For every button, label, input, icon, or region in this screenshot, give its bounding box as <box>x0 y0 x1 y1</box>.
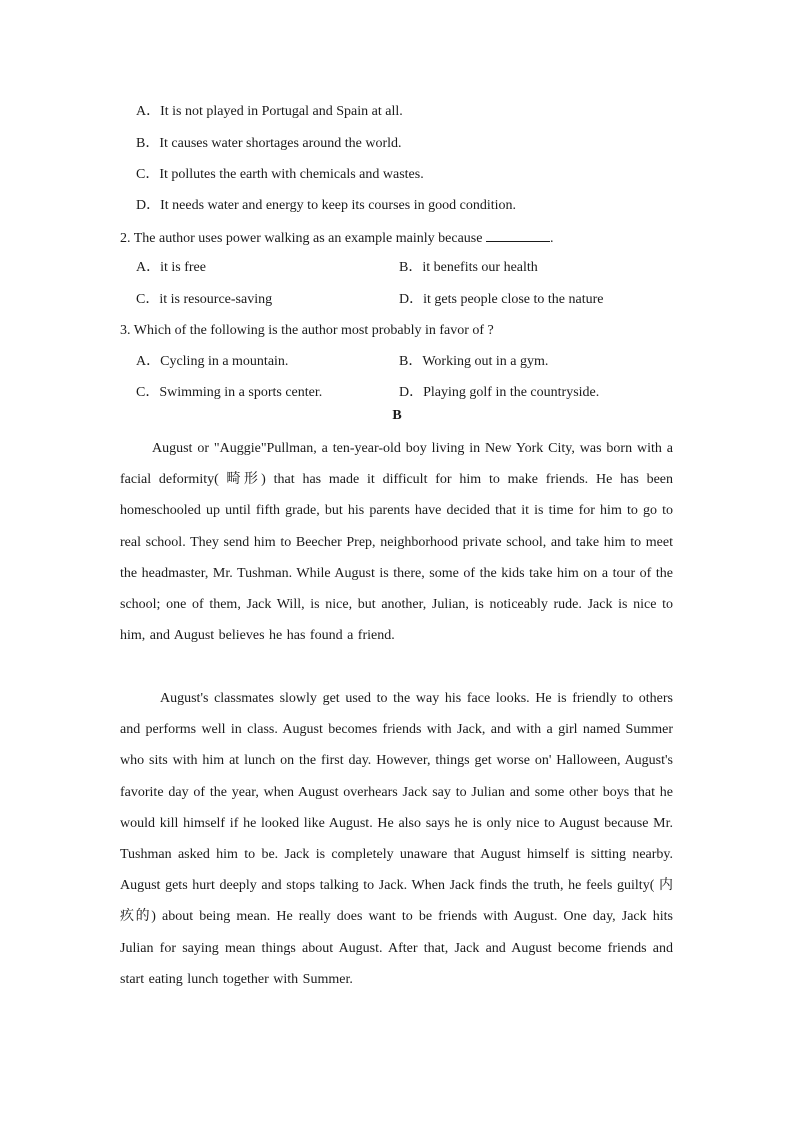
section-b-title: B <box>392 408 402 423</box>
question-2-stem: 2. The author uses power walking as an example mainly because <box>120 231 483 246</box>
q2-option-d: D．it gets people close to the nature <box>399 292 604 307</box>
answer-blank <box>486 228 550 242</box>
q2-option-c: C．it is resource-saving <box>136 292 273 307</box>
q1-option-d: D．It needs water and energy to keep its courses in good condition. <box>136 198 516 213</box>
passage-paragraph-1: August or "Auggie"Pullman, a ten-year-old boy living in New York City, was born with a facial deformity( 畸形) that has made it difficult for him to make friends. He has been homeschooled up until fifth grade, but his parents have decided that it is time for him to go to real school. They send him to Beecher Prep, neighborhood private school, and take him to meet the headmaster, Mr. Tushman. While August is there, some of the kids take him on a tour of the school; one of them, Jack Will, is nice, but another, Julian, is noticeably rude. Jack is nice to him, and August believes he has found a friend. <box>120 441 673 644</box>
q2-option-a: A．it is free <box>136 260 206 275</box>
q1-option-a: A．It is not played in Portugal and Spain at all. <box>136 104 403 119</box>
passage-paragraph-2: August's classmates slowly get used to the way his face looks. He is friendly to others and performs well in class. August becomes friends with Jack, and with a girl named Summer who sits with him at lunch on the first day. However, things get worse on' Halloween, August's favorite day of the year, when August overhears Jack say to Julian and some other boys that he would kill himself if he looked like August. He also says he is only nice to August because Mr. Tushman asked him to be. Jack is completely unaware that August himself is sitting nearby. August gets hurt deeply and stops talking to Jack. When Jack finds the truth, he feels guilty( 内疚的) about being mean. He really does want to be friends with August. One day, Jack hits Julian for saying mean things about August. After that, Jack and August become friends and start eating lunch together with Summer. <box>120 691 673 987</box>
question-3-stem: 3. Which of the following is the author most probably in favor of ? <box>120 323 494 338</box>
question-2-end: . <box>549 231 554 246</box>
q1-option-b: B．It causes water shortages around the world. <box>136 136 402 151</box>
question-2 <box>120 228 553 248</box>
q1-option-c: C．It pollutes the earth with chemicals and wastes. <box>136 167 424 182</box>
q3-option-d: D．Playing golf in the countryside. <box>399 385 600 400</box>
q3-option-b: B．Working out in a gym. <box>399 354 549 369</box>
q2-option-b: B．it benefits our health <box>399 260 538 275</box>
q3-option-c: C．Swimming in a sports center. <box>136 385 323 400</box>
q3-option-a: A．Cycling in a mountain. <box>136 354 289 369</box>
